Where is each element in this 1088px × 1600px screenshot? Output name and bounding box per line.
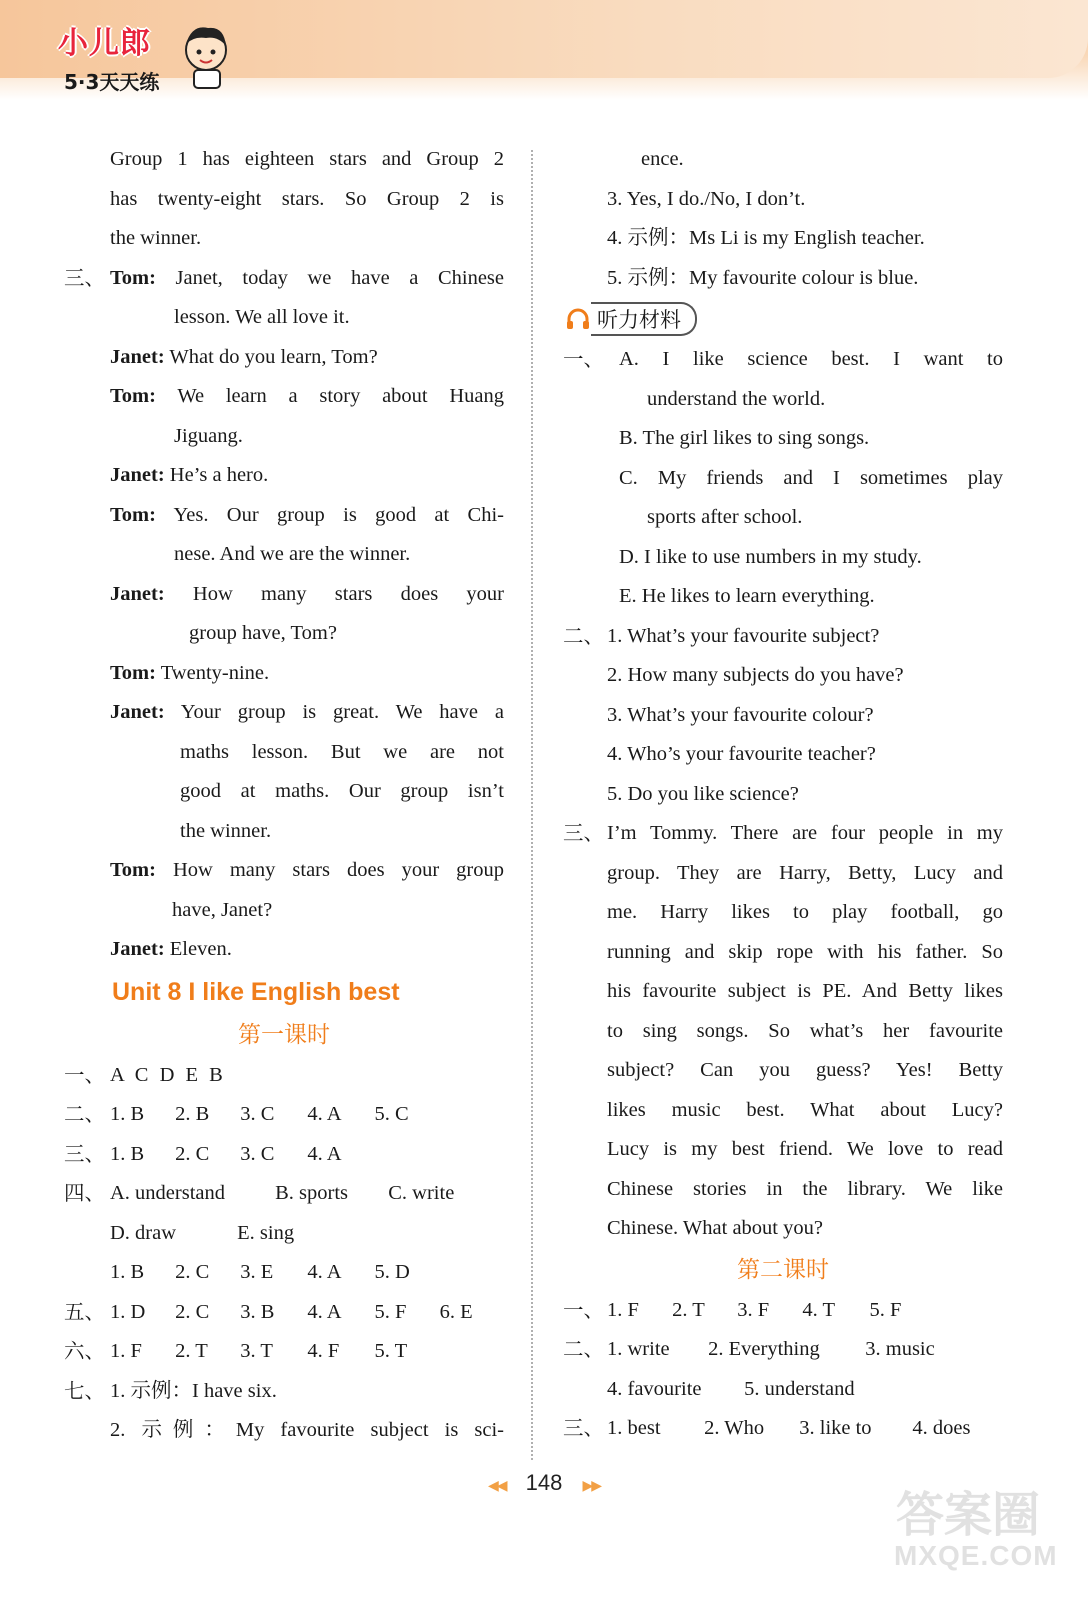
word-option: B. sports [275,1182,349,1204]
page-number: 148 [525,1470,563,1495]
script-line [563,814,1003,854]
word-option: A. understand [110,1182,226,1204]
dialogue-line: good at maths. Our group isn’t [180,780,504,802]
answer-item: 1. D [110,1300,146,1323]
dialogue-line: Tom: Yes. Our group is good at Chi- [110,503,504,526]
answer-item: 1. F [607,1298,639,1321]
dialogue-line: Janet: Eleven. [110,938,232,960]
section-marker: 七、 [64,1378,105,1403]
answer-line: ence. [641,148,684,170]
answer-item: 2. B [175,1103,210,1125]
answer-item: 3. music [865,1338,935,1360]
script-line: me. Harry likes to play football, go [607,901,1003,923]
answer-text: A C D E B [110,1063,226,1086]
answer-item: 2. C [175,1261,210,1283]
answer-line [64,1056,504,1096]
script-line: understand the world. [647,387,826,410]
answer-item: 2. C [175,1300,210,1323]
speaker-name: Tom [110,859,150,881]
text-line: Group 1 has eighteen stars and Group 2 [110,148,504,170]
answer-line: 4. 示例：Ms Li is my English teacher. [607,227,925,249]
dialogue-line: nese. And we are the winner. [174,543,411,565]
answer-line [563,1409,1003,1449]
dialogue-line: lesson. We all love it. [174,306,350,328]
section-marker: 五、 [64,1299,105,1324]
script-line: running and skip rope with his father. So [607,940,1003,963]
answer-item: 2. Who [704,1417,765,1439]
answer-item: 5. understand [744,1377,855,1400]
dialogue-text: Twenty-nine. [160,661,270,684]
answer-item: 1. best [607,1417,661,1439]
answer-item: 4. does [912,1417,971,1439]
brand-name: 小儿郎 [58,26,151,61]
left-column [64,140,504,1451]
answer-item: 3. like to [799,1417,872,1439]
answer-item: 4. A [307,1142,342,1165]
answer-item: 2. C [175,1142,210,1165]
script-text: 1. What’s your favourite subject? [607,624,880,647]
dialogue-text: Eleven. [169,938,232,960]
script-line: D. I like to use numbers in my study. [619,545,922,568]
dialogue-line: have, Janet? [172,898,273,921]
section-marker: 三、 [563,1416,604,1440]
section-marker: 四、 [64,1181,105,1205]
answer-item: 4. A [307,1261,342,1283]
script-line [563,340,1003,380]
headphones-icon [565,307,591,331]
dialogue-text: How many stars does your [192,582,505,605]
answer-item: 1. B [110,1142,145,1165]
answer-item: 1. F [110,1340,142,1362]
script-line: Chinese. What about you? [607,1217,823,1239]
answer-item: 6. E [439,1300,473,1323]
dialogue-text: What do you learn, Tom? [169,345,378,368]
speaker-name: Janet [110,464,158,486]
word-option: C. write [388,1182,455,1204]
answer-line [64,1095,504,1135]
answer-line: 2. 示例：My favourite subject is sci- [110,1419,504,1441]
dialogue-text: We learn a story about Huang [177,385,504,407]
script-line: 4. Who’s your favourite teacher? [607,743,876,765]
dialogue-line: Tom: We learn a story about Huang [110,385,504,407]
dialogue-line: Janet: He’s a hero. [110,464,269,486]
dialogue-text: Yes. Our group is good at Chi- [173,503,504,526]
answer-item: 1. B [110,1261,145,1283]
section-marker: 三、 [64,1141,105,1166]
script-text: I’m Tommy. There are four people in my [607,822,1003,844]
lesson-title: 第一课时 [238,1021,330,1048]
script-line: sports after school. [647,506,803,528]
answer-item: 4. F [307,1340,340,1362]
section-marker: 一、 [563,1297,604,1322]
answer-item: 3. C [240,1142,275,1165]
script-text: A. I like science best. I want to [619,348,1003,370]
column-divider [531,150,533,1460]
dialogue-line: Janet: Your group is great. We have a [110,701,504,723]
section-marker: 二、 [563,623,604,648]
answer-item: 5. F [374,1300,407,1323]
watermark-logo: 答案圈 [896,1487,1041,1543]
script-line: C. My friends and I sometimes play [619,466,1003,489]
speaker-name: Tom [110,661,150,684]
watermark-url: MXQE.COM [894,1540,1058,1571]
answer-item: 5. C [374,1103,409,1125]
answer-line [64,1332,504,1372]
script-line: Chinese stories in the library. We like [607,1177,1003,1200]
speaker-name: Janet [110,345,158,368]
next-arrows-icon: ▶▶ [582,1477,601,1493]
prev-arrows-icon: ◀◀ [487,1477,506,1493]
page-header [0,0,1088,100]
speaker-name: Janet [110,938,158,960]
script-line: group. They are Harry, Betty, Lucy and [607,861,1003,884]
answer-line [64,1293,504,1333]
section-marker: 二、 [64,1102,105,1126]
answer-item: 3. E [240,1261,274,1283]
lesson-title: 第二课时 [737,1256,829,1283]
answer-item: 3. B [240,1300,275,1323]
answer-line [563,1370,1003,1410]
answer-item: 3. F [737,1298,770,1321]
section-marker: 一、 [563,347,604,371]
dialogue-line: Tom: How many stars does your group [110,859,504,881]
script-line: likes music best. What about Lucy? [607,1098,1003,1121]
word-option: E. sing [237,1221,295,1244]
answer-line [64,1372,504,1412]
script-line: 3. What’s your favourite colour? [607,703,874,726]
speaker-name: Janet [110,701,158,723]
dialogue-line: Jiguang. [174,424,243,447]
script-line: B. The girl likes to sing songs. [619,427,870,449]
dialogue-line: Janet: How many stars does your [110,582,505,605]
speaker-name: Janet [110,582,158,605]
answer-text: 1. 示例：I have six. [110,1379,277,1402]
series-name: 5·3天天练 [64,70,160,94]
section-marker: 三、 [563,821,604,845]
text-line: the winner. [110,227,202,249]
script-line: 5. Do you like science? [607,782,799,805]
mascot-icon [178,20,234,92]
answer-item: 2. T [672,1298,705,1321]
answer-item: 5. T [374,1340,408,1362]
answer-line: 5. 示例：My favourite colour is blue. [607,266,919,289]
answer-line [64,1214,504,1254]
answer-line [563,1291,1003,1331]
dialogue-line: Tom: Twenty-nine. [110,661,270,684]
section-marker: 一、 [64,1062,105,1087]
listening-header [565,298,1003,340]
section-marker: 三、 [64,265,105,290]
speaker-name: Tom [110,266,150,289]
answer-item: 4. favourite [607,1377,702,1400]
answer-item: 5. D [374,1261,410,1283]
answer-item: 2. T [175,1340,208,1362]
speaker-name: Tom [110,503,150,526]
section-marker: 六、 [64,1339,105,1363]
brand-logo [58,18,238,98]
script-line: subject? Can you guess? Yes! Betty [607,1059,1003,1081]
word-option: D. draw [110,1221,177,1244]
dialogue-text: He’s a hero. [169,464,269,486]
answer-item: 5. F [869,1298,902,1321]
answer-item: 1. B [110,1103,145,1125]
answer-line: 3. Yes, I do./No, I don’t. [607,187,806,210]
text-line: has twenty-eight stars. So Group 2 is [110,187,504,210]
dialogue-text: Your group is great. We have a [180,701,504,723]
script-line: his favourite subject is PE. And Betty likes [607,980,1003,1002]
answer-line [64,1174,504,1214]
answer-line [64,1135,504,1175]
dialogue-line: 三、 Tom: Janet, today we have a Chinese [64,259,504,299]
dialogue-line: maths lesson. But we are not [180,740,504,763]
answer-item: 1. write [607,1338,670,1360]
answer-item: 4. A [307,1103,342,1125]
section-marker: 二、 [563,1337,604,1361]
dialogue-line: Janet: What do you learn, Tom? [110,345,378,368]
answer-item: 3. T [240,1340,273,1362]
script-line: E. He likes to learn everything. [619,585,875,607]
answer-line [563,1330,1003,1370]
watermark [890,1470,1080,1590]
right-column [563,140,1003,1449]
answer-item: 3. C [240,1103,275,1125]
dialogue-text: How many stars does your group [172,859,504,881]
unit-title: Unit 8 I like English best [112,977,400,1006]
dialogue-line: group have, Tom? [189,622,337,644]
speaker-name: Tom [110,385,150,407]
answer-item: 2. Everything [708,1338,820,1360]
script-line [563,617,1003,657]
dialogue-text: Janet, today we have a Chinese [175,266,504,289]
answer-item: 4. A [307,1300,342,1323]
dialogue-line: the winner. [180,819,272,842]
listening-title: 听力材料 [591,302,697,336]
script-line: to sing songs. So what’s her favourite [607,1019,1003,1042]
script-line: 2. How many subjects do you have? [607,664,904,686]
answer-item: 4. T [802,1298,836,1321]
script-line: Lucy is my best friend. We love to read [607,1138,1003,1160]
answer-line [64,1253,504,1293]
